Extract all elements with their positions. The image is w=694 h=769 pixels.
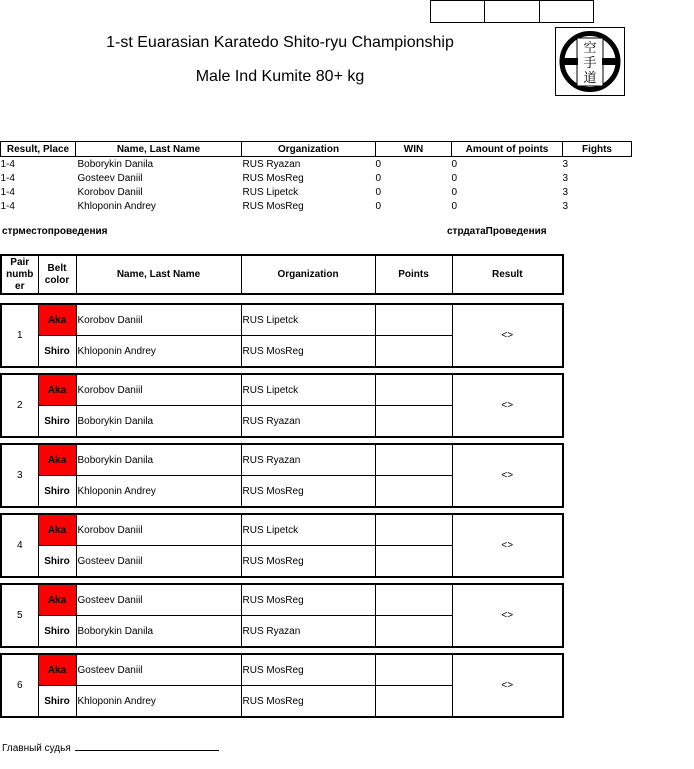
shiro-athlete-name: Khloponin Andrey [76,336,241,368]
aka-points-cell[interactable] [375,444,452,476]
fights-header-table [0,254,564,295]
fights: 3 [562,200,569,212]
shiro-belt-label: Shiro [38,686,76,718]
pair-number: 2 [1,374,38,437]
shiro-points-cell[interactable] [375,336,452,368]
pair-result[interactable]: <> [452,374,563,437]
aka-athlete-name: Korobov Daniil [76,514,241,546]
aka-athlete-name: Gosteev Daniil [76,584,241,616]
points: 0 [451,172,458,184]
chief-judge-signature [2,740,219,754]
chief-judge-label: Главный судья [2,743,71,754]
aka-belt-label: Aka [38,304,76,336]
pair-result[interactable]: <> [452,654,563,717]
athlete-name: Boborykin Danila [77,158,154,170]
col-pair-number: Pair numb er [1,255,38,294]
col-result-place: Result, Place [1,142,76,157]
result-place: 1-4 [0,200,15,212]
points: 0 [451,158,458,170]
pair-block [0,583,564,648]
logo-glyph: 道 [583,71,597,86]
shiro-athlete-name: Gosteev Daniil [76,546,241,578]
athlete-organization: RUS Lipetck [242,186,299,198]
aka-athlete-organization: RUS MosReg [241,654,375,686]
aka-athlete-name: Korobov Daniil [76,304,241,336]
championship-title: 1-st Euarasian Karatedo Shito-ryu Championship [106,34,454,51]
shiro-athlete-organization: RUS MosReg [241,546,375,578]
venue-placeholder: стрместопроведения [2,226,108,237]
aka-belt-label: Aka [38,654,76,686]
athlete-organization: RUS Ryazan [242,158,301,170]
pair-number: 4 [1,514,38,577]
shiro-points-cell[interactable] [375,616,452,648]
col-organization: Organization [241,255,375,294]
col-amount-of-points: Amount of points [452,142,563,157]
table-row [1,171,632,185]
pair-block [0,303,564,368]
aka-athlete-name: Korobov Daniil [76,374,241,406]
col-points: Points [375,255,452,294]
shiro-athlete-organization: RUS MosReg [241,686,375,718]
aka-row [1,584,563,616]
logo-glyph: 空 [583,41,597,56]
pair-number: 5 [1,584,38,647]
shiro-athlete-organization: RUS MosReg [241,476,375,508]
aka-points-cell[interactable] [375,304,452,336]
athlete-organization: RUS MosReg [242,172,304,184]
pair-number: 1 [1,304,38,367]
col-belt-color: Belt color [38,255,76,294]
fights-header-row [1,255,563,294]
shiro-athlete-organization: RUS Ryazan [241,406,375,438]
result-place: 1-4 [0,158,15,170]
aka-row [1,444,563,476]
shiro-belt-label: Shiro [38,616,76,648]
aka-athlete-organization: RUS Ryazan [241,444,375,476]
col-name: Name, Last Name [76,255,241,294]
header-box [430,0,485,23]
col-win: WIN [376,142,452,157]
category-subtitle: Male Ind Kumite 80+ kg [195,68,365,85]
shiro-belt-label: Shiro [38,546,76,578]
aka-athlete-organization: RUS MosReg [241,584,375,616]
aka-athlete-organization: RUS Lipetck [241,514,375,546]
signature-line[interactable] [75,740,219,751]
shiro-athlete-name: Khloponin Andrey [76,476,241,508]
result-place: 1-4 [0,172,15,184]
athlete-name: Korobov Daniil [77,186,143,198]
pair-result[interactable]: <> [452,584,563,647]
shiro-points-cell[interactable] [375,476,452,508]
col-name: Name, Last Name [76,142,242,157]
aka-points-cell[interactable] [375,654,452,686]
aka-athlete-name: Boborykin Danila [76,444,241,476]
fights: 3 [562,186,569,198]
results-header-row [1,142,632,157]
points: 0 [451,186,458,198]
wins: 0 [375,186,382,198]
wins: 0 [375,172,382,184]
athlete-name: Gosteev Daniil [77,172,143,184]
col-organization: Organization [242,142,376,157]
aka-belt-label: Aka [38,374,76,406]
shiro-points-cell[interactable] [375,686,452,718]
pair-result[interactable]: <> [452,514,563,577]
athlete-name: Khloponin Andrey [77,200,156,212]
athlete-organization: RUS MosReg [242,200,304,212]
pair-block [0,653,564,718]
shiro-athlete-name: Boborykin Danila [76,406,241,438]
pair-block [0,443,564,508]
aka-belt-label: Aka [38,514,76,546]
aka-athlete-name: Gosteev Daniil [76,654,241,686]
points: 0 [451,200,458,212]
col-result: Result [452,255,563,294]
table-row [1,157,632,172]
pair-number: 6 [1,654,38,717]
table-row [1,185,632,199]
shiro-belt-label: Shiro [38,406,76,438]
aka-row [1,514,563,546]
aka-points-cell[interactable] [375,514,452,546]
pair-result[interactable]: <> [452,444,563,507]
header-empty-boxes [430,0,594,22]
col-fights: Fights [563,142,632,157]
pair-result[interactable]: <> [452,304,563,367]
fights: 3 [562,172,569,184]
pair-number: 3 [1,444,38,507]
pair-block [0,513,564,578]
aka-points-cell[interactable] [375,374,452,406]
shiro-athlete-name: Khloponin Andrey [76,686,241,718]
shiro-athlete-organization: RUS MosReg [241,336,375,368]
aka-row [1,374,563,406]
aka-athlete-organization: RUS Lipetck [241,304,375,336]
aka-belt-label: Aka [38,444,76,476]
date-placeholder: стрдатаПроведения [447,226,547,237]
aka-row [1,304,563,336]
shiro-points-cell[interactable] [375,546,452,578]
shiro-points-cell[interactable] [375,406,452,438]
results-table [0,141,632,213]
table-row [1,199,632,213]
aka-belt-label: Aka [38,584,76,616]
karate-do-kanji-emblem-icon [556,28,624,95]
pair-block [0,373,564,438]
aka-row [1,654,563,686]
aka-points-cell[interactable] [375,584,452,616]
shiro-athlete-organization: RUS Ryazan [241,616,375,648]
karate-do-logo [555,27,625,96]
logo-glyph: 手 [583,56,597,71]
header-box [485,0,539,23]
shiro-athlete-name: Boborykin Danila [76,616,241,648]
shiro-belt-label: Shiro [38,476,76,508]
shiro-belt-label: Shiro [38,336,76,368]
wins: 0 [375,158,382,170]
result-place: 1-4 [0,186,15,198]
aka-athlete-organization: RUS Lipetck [241,374,375,406]
wins: 0 [375,200,382,212]
header-box [540,0,594,23]
fights: 3 [562,158,569,170]
